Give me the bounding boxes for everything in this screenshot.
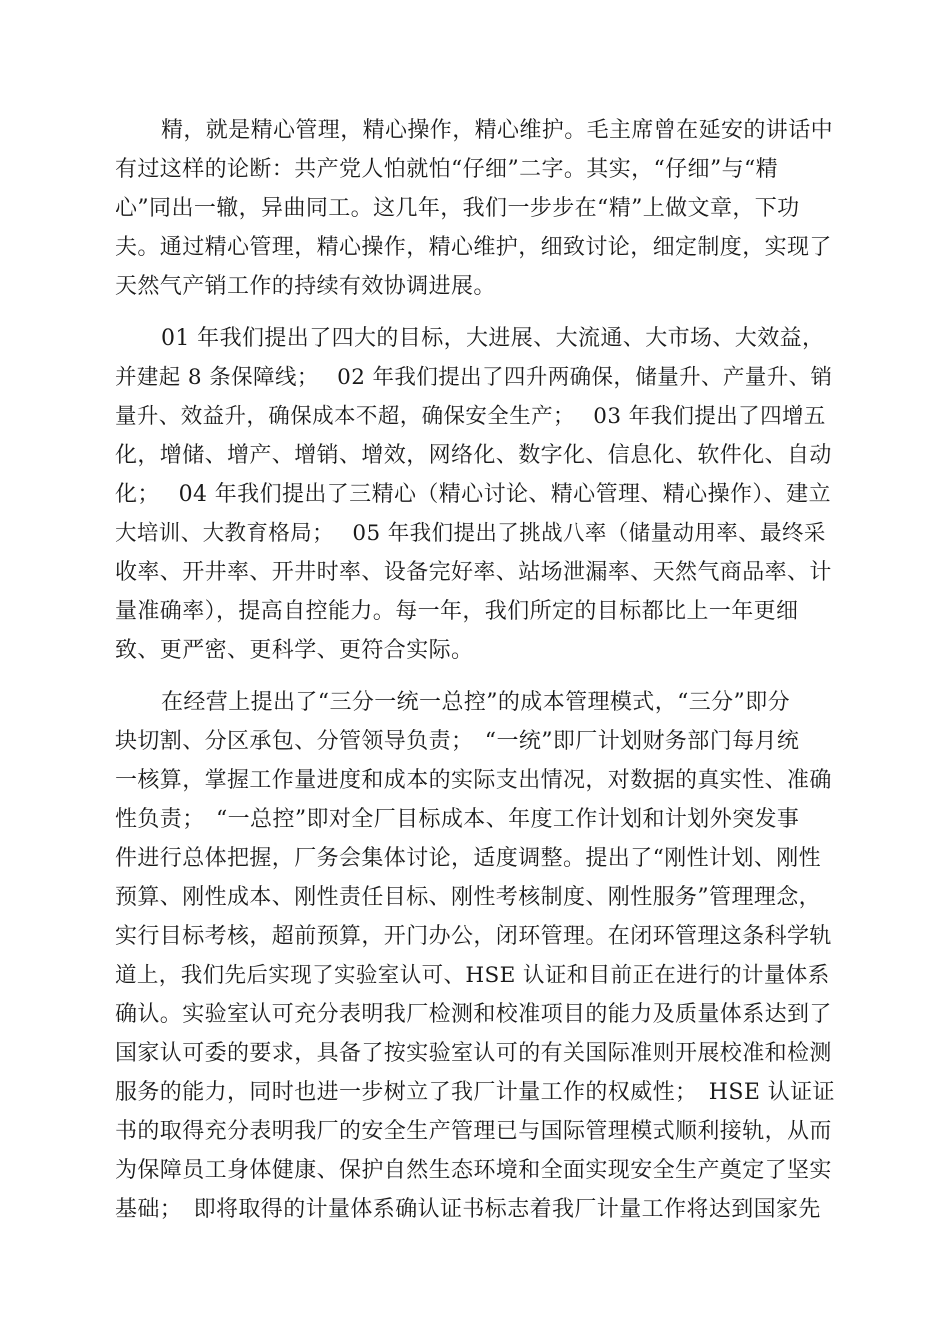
paragraph-line: 化，增储、增产、增销、增效，网络化、数字化、信息化、软件化、自动 [115, 443, 832, 468]
paragraph-line: 国家认可委的要求，具备了按实验室认可的有关国际准则开展校准和检测 [115, 1041, 832, 1066]
paragraph-line: 实行目标考核，超前预算，开门办公，闭环管理。在闭环管理这条科学轨 [115, 924, 832, 949]
paragraph-line: 确认。实验室认可充分表明我厂检测和校准项目的能力及质量体系达到了 [115, 1002, 832, 1027]
paragraph-line: 在经营上提出了“三分一统一总控”的成本管理模式，“三分”即分 [161, 690, 790, 715]
paragraph-line: 并建起 8 条保障线； 02 年我们提出了四升两确保，储量升、产量升、销 [115, 365, 833, 390]
paragraph-line: 01 年我们提出了四大的目标，大进展、大流通、大市场、大效益， [161, 326, 825, 351]
paragraph-line: 收率、开井率、开井时率、设备完好率、站场泄漏率、天然气商品率、计 [115, 560, 832, 585]
paragraph-line: 书的取得充分表明我厂的安全生产管理已与国际管理模式顺利接轨，从而 [115, 1119, 832, 1144]
paragraph-line: 致、更严密、更科学、更符合实际。 [115, 638, 474, 663]
paragraph-line: 为保障员工身体健康、保护自然生态环境和全面实现安全生产奠定了坚实 [115, 1158, 832, 1183]
paragraph-line: 化； 04 年我们提出了三精心（精心讨论、精心管理、精心操作）、建立 [115, 482, 831, 507]
paragraph-line: 精，就是精心管理，精心操作，精心维护。毛主席曾在延安的讲话中 [161, 118, 834, 143]
paragraph-line: 量升、效益升，确保成本不超，确保安全生产； 03 年我们提出了四增五 [115, 404, 826, 429]
paragraph-line: 大培训、大教育格局； 05 年我们提出了挑战八率（储量动用率、最终采 [115, 521, 826, 546]
paragraph-line: 心”同出一辙，异曲同工。这几年，我们一步步在“精”上做文章，下功 [115, 196, 800, 221]
paragraph-line: 服务的能力，同时也进一步树立了我厂计量工作的权威性； HSE 认证证 [115, 1080, 835, 1105]
paragraph-line: 一核算，掌握工作量进度和成本的实际支出情况，对数据的真实性、准确 [115, 768, 832, 793]
paragraph-line: 基础； 即将取得的计量体系确认证书标志着我厂计量工作将达到国家先 [115, 1197, 821, 1222]
paragraph-line: 有过这样的论断：共产党人怕就怕“仔细”二字。其实，“仔细”与“精 [115, 157, 779, 182]
paragraph-line: 天然气产销工作的持续有效协调进展。 [115, 274, 496, 299]
paragraph-line: 夫。通过精心管理，精心操作，精心维护，细致讨论，细定制度，实现了 [115, 235, 832, 260]
paragraph-line: 量准确率），提高自控能力。每一年，我们所定的目标都比上一年更细 [115, 599, 799, 624]
paragraph-line: 块切割、分区承包、分管领导负责； “一统”即厂计划财务部门每月统 [115, 729, 800, 754]
paragraph-line: 预算、刚性成本、刚性责任目标、刚性考核制度、刚性服务”管理理念， [115, 885, 822, 910]
paragraph-line: 性负责； “一总控”即对全厂目标成本、年度工作计划和计划外突发事 [115, 807, 800, 832]
paragraph-line: 件进行总体把握，厂务会集体讨论，适度调整。提出了“刚性计划、刚性 [115, 846, 822, 871]
paragraph-line: 道上，我们先后实现了实验室认可、HSE 认证和目前正在进行的计量体系 [115, 963, 830, 988]
